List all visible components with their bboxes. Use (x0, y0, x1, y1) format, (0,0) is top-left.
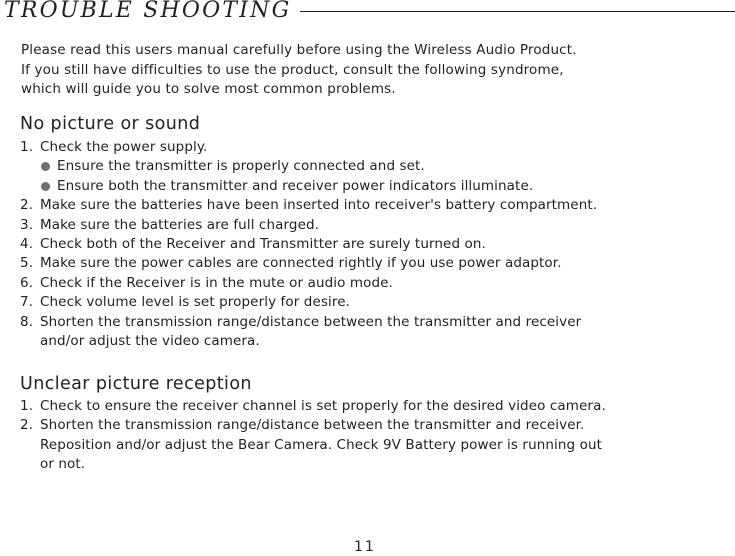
item-number: 2. (20, 417, 34, 434)
item-number: 2. (20, 197, 34, 214)
title-rule (300, 11, 735, 12)
item-text: Check volume level is set properly for desire. (40, 294, 351, 311)
item-number: 1. (20, 398, 34, 414)
item-text: Check if the Receiver is in the mute or audio mode. (40, 274, 393, 291)
intro-line: Please read this users manual carefully before using the Wireless Audio Product. (21, 42, 577, 58)
page-title: TROUBLE SHOOTING (4, 0, 292, 23)
section-heading-no-picture: No picture or sound (20, 114, 201, 134)
item-text: and/or adjust the video camera. (40, 332, 260, 349)
item-text: Ensure the transmitter is properly connected and set. (57, 158, 425, 175)
item-number: 6. (20, 274, 34, 291)
item-number: 4. (20, 235, 34, 252)
item-text: Make sure the batteries have been inserted into receiver's battery compartment. (40, 197, 598, 214)
item-text: Shorten the transmission range/distance between the transmitter and receiver. (40, 417, 585, 434)
item-text: Make sure the batteries are full charged. (40, 216, 320, 233)
item-text: Check both of the Receiver and Transmitter are surely turned on. (40, 235, 486, 252)
intro-line: which will guide you to solve most common problems. (21, 81, 396, 97)
item-number: 5. (20, 255, 34, 272)
item-text: Shorten the transmission range/distance between the transmitter and receiver (40, 313, 582, 330)
intro-line: If you still have difficulties to use the product, consult the following syndrome, (21, 61, 564, 78)
page-number: 11 (354, 539, 376, 555)
item-number: 3. (20, 216, 34, 233)
item-text: Check to ensure the receiver channel is set properly for the desired video camera. (40, 398, 606, 414)
item-text: Make sure the power cables are connected rightly if you use power adaptor. (40, 255, 562, 272)
bullet-icon (41, 182, 50, 191)
item-number: 1. (20, 139, 34, 155)
item-text: Ensure both the transmitter and receiver power indicators illuminate. (57, 177, 534, 194)
item-text: Reposition and/or adjust the Bear Camera. Check 9V Battery power is running out (40, 436, 603, 453)
item-text: or not. (40, 456, 86, 473)
intro-paragraph (21, 41, 577, 100)
item-text: Check the power supply. (40, 139, 208, 155)
section-heading-unclear-picture: Unclear picture reception (20, 374, 252, 394)
item-number: 7. (20, 294, 34, 311)
item-number: 8. (20, 313, 34, 330)
bullet-icon (41, 162, 50, 171)
